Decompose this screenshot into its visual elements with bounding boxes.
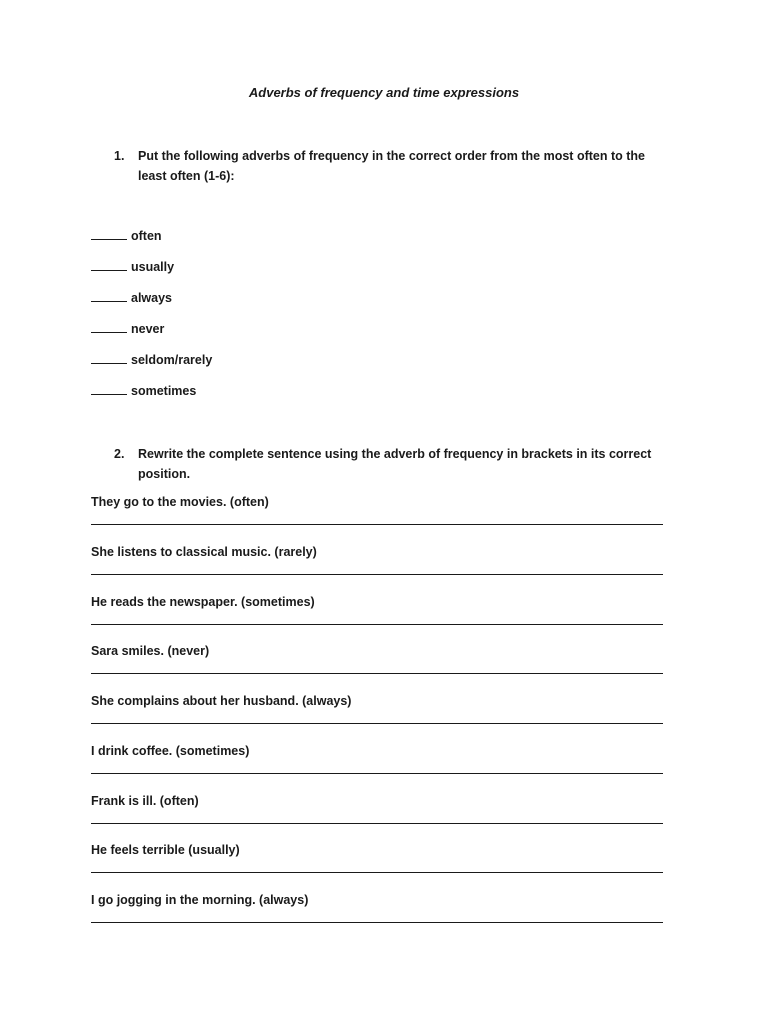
page-title: Adverbs of frequency and time expressions: [248, 85, 520, 100]
answer-line[interactable]: [91, 823, 663, 824]
answer-line[interactable]: [91, 624, 663, 625]
list-item: [91, 351, 212, 382]
question-2-heading: [114, 444, 674, 484]
answer-blank[interactable]: [91, 320, 127, 333]
question-2-text: Rewrite the complete sentence using the adverb of frequency in brackets in its correct position.: [138, 447, 652, 481]
sentence-prompt: He feels terrible (usually): [91, 843, 240, 858]
question-1-heading: [114, 146, 674, 186]
question-1-number: 1.: [114, 149, 125, 163]
answer-line[interactable]: [91, 872, 663, 873]
sentence-prompt: She complains about her husband. (always): [91, 694, 352, 708]
answer-blank[interactable]: [91, 382, 127, 395]
adverb-word: usually: [131, 260, 175, 274]
sentence-item: [91, 742, 663, 792]
question-1-text: Put the following adverbs of frequency in the correct order from the most often to the least often (1-6):: [138, 149, 645, 183]
answer-line[interactable]: [91, 723, 663, 724]
sentence-item: [91, 593, 663, 643]
sentence-prompt: Sara smiles. (never): [91, 644, 210, 659]
adverb-word: seldom/rarely: [131, 353, 213, 367]
adverb-order-list: [91, 227, 212, 413]
sentence-item: [91, 891, 663, 941]
sentence-item: [91, 841, 663, 891]
answer-blank[interactable]: [91, 351, 127, 364]
sentence-prompt: I go jogging in the morning. (always): [91, 893, 309, 907]
sentence-prompt: I drink coffee. (sometimes): [91, 743, 250, 758]
answer-blank[interactable]: [91, 289, 127, 302]
sentence-item: [91, 642, 663, 692]
sentence-item: [91, 543, 663, 593]
sentence-prompt: Frank is ill. (often): [91, 793, 199, 808]
sentence-item: [91, 792, 663, 842]
adverb-word: never: [131, 322, 165, 336]
list-item: [91, 227, 212, 258]
answer-line[interactable]: [91, 922, 663, 923]
answer-blank[interactable]: [91, 227, 127, 240]
adverb-word: sometimes: [131, 384, 197, 398]
sentence-item: [91, 692, 663, 742]
list-item: [91, 289, 212, 320]
adverb-word: often: [131, 229, 162, 243]
rewrite-sentences: [91, 493, 663, 941]
list-item: [91, 320, 212, 351]
sentence-prompt: He reads the newspaper. (sometimes): [91, 594, 315, 609]
answer-line[interactable]: [91, 524, 663, 525]
sentence-prompt: She listens to classical music. (rarely): [91, 544, 317, 559]
answer-line[interactable]: [91, 773, 663, 774]
question-2-number: 2.: [114, 447, 125, 461]
list-item: [91, 258, 212, 289]
answer-line[interactable]: [91, 574, 663, 575]
sentence-item: [91, 493, 663, 543]
adverb-word: always: [131, 291, 173, 305]
answer-line[interactable]: [91, 673, 663, 674]
answer-blank[interactable]: [91, 258, 127, 271]
sentence-prompt: They go to the movies. (often): [91, 495, 269, 509]
list-item: [91, 382, 212, 413]
